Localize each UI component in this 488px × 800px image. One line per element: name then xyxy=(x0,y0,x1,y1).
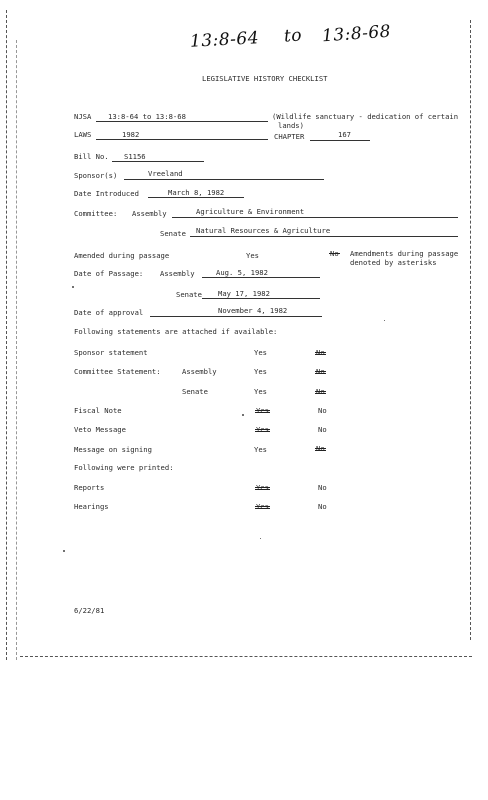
checklist-committee-assembly: Assembly xyxy=(182,367,217,376)
njsa-note-continued: lands) xyxy=(278,121,304,130)
checklist-sponsor-label: Sponsor statement xyxy=(74,348,148,357)
scan-speck xyxy=(72,286,74,288)
following-attached-heading: Following statements are attached if available: xyxy=(74,327,278,336)
scan-speck xyxy=(242,414,244,416)
printed-hearings-label: Hearings xyxy=(74,502,109,511)
printed-reports-no: No xyxy=(318,483,327,492)
checklist-committee-assembly-yes: Yes xyxy=(254,367,267,376)
handwritten-citation-from: 13:8-64 xyxy=(189,28,260,52)
scan-speck xyxy=(384,320,385,321)
checklist-veto-yes: Yes xyxy=(256,425,269,434)
date-introduced-label: Date Introduced xyxy=(74,189,139,198)
committee-senate-value: Natural Resources & Agriculture xyxy=(196,226,331,235)
laws-label: LAWS xyxy=(74,130,92,139)
bill-underline xyxy=(112,161,204,162)
passage-senate-value: May 17, 1982 xyxy=(218,289,270,298)
checklist-fiscal-yes: Yes xyxy=(256,406,269,415)
checklist-committee-senate: Senate xyxy=(182,387,208,396)
printed-reports-label: Reports xyxy=(74,483,105,492)
laws-underline xyxy=(96,139,268,140)
committee-senate-underline xyxy=(190,236,458,237)
checklist-committee-label: Committee Statement: xyxy=(74,367,161,376)
checklist-fiscal-label: Fiscal Note xyxy=(74,406,122,415)
amended-label: Amended during passage xyxy=(74,251,170,260)
handwritten-citation-to-word: to xyxy=(283,25,303,47)
checklist-sponsor-no: No xyxy=(316,348,325,357)
scan-speck xyxy=(63,550,65,552)
date-introduced-value: March 8, 1982 xyxy=(168,188,225,197)
scan-speck xyxy=(260,538,261,539)
checklist-signing-no: No xyxy=(316,444,325,453)
njsa-value: 13:8-64 to 13:8-68 xyxy=(108,112,186,121)
scan-bottom-edge xyxy=(20,656,472,657)
scan-right-edge xyxy=(470,20,471,640)
checklist-signing-yes: Yes xyxy=(254,445,267,454)
njsa-label: NJSA xyxy=(74,112,92,121)
printed-hearings-yes: Yes xyxy=(256,502,269,511)
checklist-sponsor-yes: Yes xyxy=(254,348,267,357)
njsa-note: (Wildlife sanctuary - dedication of certain xyxy=(272,112,459,121)
checklist-signing-label: Message on signing xyxy=(74,445,152,454)
passage-senate-label: Senate xyxy=(176,290,202,299)
scan-left-edge xyxy=(6,10,7,660)
approval-underline xyxy=(150,316,322,317)
approval-label: Date of approval xyxy=(74,308,144,317)
passage-assembly-value: Aug. 5, 1982 xyxy=(216,268,268,277)
checklist-veto-label: Veto Message xyxy=(74,425,126,434)
committee-label: Committee: xyxy=(74,209,118,218)
date-introduced-underline xyxy=(148,197,244,198)
scan-left-edge-inner xyxy=(16,40,17,660)
chapter-underline xyxy=(310,140,370,141)
committee-assembly-value: Agriculture & Environment xyxy=(196,207,305,216)
committee-assembly-label: Assembly xyxy=(132,209,167,218)
handwritten-citation-to: 13:8-68 xyxy=(321,21,392,47)
amended-yes: Yes xyxy=(246,251,259,260)
amended-note: Amendments during passage xyxy=(350,249,459,258)
passage-senate-underline xyxy=(202,298,320,299)
committee-assembly-underline xyxy=(172,217,458,218)
checklist-fiscal-no: No xyxy=(318,406,327,415)
sponsor-underline xyxy=(124,179,324,180)
checklist-committee-assembly-no: No xyxy=(316,367,325,376)
checklist-committee-senate-no: No xyxy=(316,387,325,396)
passage-assembly-label: Assembly xyxy=(160,269,195,278)
njsa-underline xyxy=(96,121,268,122)
following-printed-heading: Following were printed: xyxy=(74,463,174,472)
amended-no: No xyxy=(330,249,339,258)
bill-value: S1156 xyxy=(124,152,146,161)
printed-reports-yes: Yes xyxy=(256,483,269,492)
passage-assembly-underline xyxy=(202,277,320,278)
passage-label: Date of Passage: xyxy=(74,269,144,278)
sponsor-value: Vreeland xyxy=(148,169,183,178)
laws-value: 1982 xyxy=(122,130,140,139)
chapter-value: 167 xyxy=(338,130,351,139)
chapter-label: CHAPTER xyxy=(274,132,305,141)
printed-hearings-no: No xyxy=(318,502,327,511)
approval-value: November 4, 1982 xyxy=(218,306,288,315)
page-title: LEGISLATIVE HISTORY CHECKLIST xyxy=(202,74,328,83)
bill-label: Bill No. xyxy=(74,152,109,161)
amended-note-continued: denoted by asterisks xyxy=(350,258,437,267)
footer-date: 6/22/81 xyxy=(74,606,105,615)
checklist-veto-no: No xyxy=(318,425,327,434)
sponsor-label: Sponsor(s) xyxy=(74,171,118,180)
checklist-committee-senate-yes: Yes xyxy=(254,387,267,396)
committee-senate-label: Senate xyxy=(160,229,186,238)
